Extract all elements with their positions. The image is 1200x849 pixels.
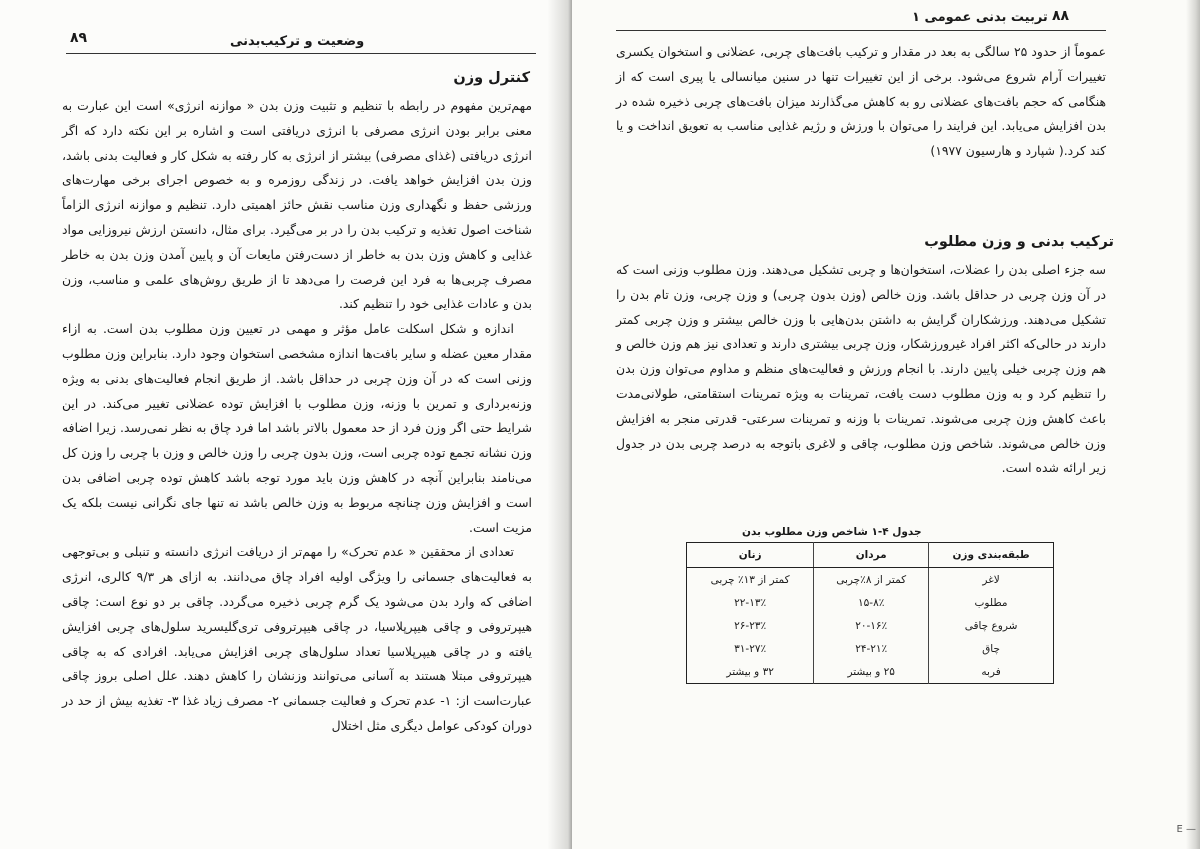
table-row (687, 591, 1054, 614)
table-cell: ۲۵ و بیشتر (814, 660, 929, 684)
table-cell: شروع چاقی (929, 614, 1054, 637)
running-title: تربیت بدنی عمومی ۱ (912, 10, 1048, 25)
table-cell: لاغر (929, 568, 1054, 592)
column-header: زنان (687, 543, 814, 568)
edge-marks: E — (1176, 824, 1196, 835)
column-header: مردان (814, 543, 929, 568)
paragraph: عموماً از حدود ۲۵ سالگی به بعد در مقدار و ترکیب بافت‌های چربی، عضلانی و استخوان یکسری تغییرات آرام شروع می‌شود. برخی از این تغییرات تنها در سنین میانسالی یا پیری است که از هنگامی که حجم بافت‌های عضلانی رو به کاهش می‌گذارند میزان بافت‌های چربی ذخیره شده در بدن افزایش می‌یابد. این فرایند را می‌توان با ورزش و رژیم غذایی مناسب به تعویق انداخت و یا کند کرد.( شپارد و هارسیون ۱۹۷۷) (616, 44, 1106, 159)
section-heading: ترکیب بدنی و وزن مطلوب (924, 234, 1114, 250)
table-cell: ۲۲-۱۳٪ (734, 596, 767, 609)
table-cell: کمتر از ۱۳٪ چربی (710, 573, 790, 586)
column-header: طبقه‌بندی وزن (929, 543, 1054, 568)
paragraph: تعدادی از محققین « عدم تحرک» را مهم‌تر از دریافت انرژی دانسته و تنبلی و بی‌توجهی به فعالیت‌های جسمانی را ویژگی اولیه افراد چاق می‌دانند. به ازای هر ۹/۳ کالری، انرژی اضافی که وارد بدن می‌شود یک گرم چربی ذخیره می‌گردد. چاقی بر دو نوع است: چاقی هیپرتروفی و چاقی هیپرپلاسیا، در چاقی هیپرتروفی تری‌گلیسرید سلول‌های چربی افزایش یافته و در چاقی هیپرپلاسیا تعداد سلول‌های چربی افزایش می‌یابد. افرادی که به چاقی هیپرتروفی مبتلا هستند به آسانی می‌توانند وزنشان را کاهش دهند. علل اصلی بروز چاقی عبارت‌است از: ۱- عدم تحرک و فعالیت جسمانی ۲- مصرف زیاد غذا ۳- تغذیه بیش از حد در دوران کودکی عوامل دیگری مثل اختلال (62, 544, 532, 733)
section-heading: کنترل وزن (453, 70, 530, 86)
table-cell: ۳۲ و بیشتر (726, 665, 774, 678)
table-header-row (687, 543, 1054, 568)
right-intro (616, 40, 1106, 164)
paragraph: اندازه و شکل اسکلت عامل مؤثر و مهمی در تعیین وزن مطلوب بدن است. به ازاء مقدار معین عضله و سایر بافت‌ها اندازه مشخصی استخوان وجود دارد. بنابراین وزن مطلوب وزنی است که در آن وزن چربی در حداقل باشد. از طریق انجام فعالیت‌های بدنی به ویژه وزنه‌برداری و تمرین با وزنه، وزن مطلوب با افزایش توده عضلانی تغییر می‌کند. در این شرایط حتی اگر وزن فرد از حد معمول بالاتر باشد اما فرد چاق به نظر نمی‌رسد. زیرا اضافه وزن نشانه تجمع توده چربی است، وزن بدون چربی را وزن خالص و وزن با چربی را وزن کل می‌نامند بنابراین آنچه در کاهش وزن باید مورد توجه باشد کاهش توده چربی اضافی بدن است و افزایش وزن چنانچه مربوط به وزن خالص باشد نه تنها جای نگرانی نیست بلکه یک مزیت است. (62, 321, 532, 535)
table-row (687, 660, 1054, 684)
table-cell: ۲۴-۲۱٪ (814, 637, 929, 660)
table-row (687, 637, 1054, 660)
table-row (687, 568, 1054, 592)
table-cell: چاق (929, 637, 1054, 660)
table-row (687, 614, 1054, 637)
page-edge-shadow (1186, 0, 1200, 849)
page-number: ۸۹ (70, 30, 88, 46)
header-rule (616, 30, 1106, 31)
paragraph: مهم‌ترین مفهوم در رابطه با تنظیم و تثبیت وزن بدن « موازنه انرژی» است این عبارت به معنی برابر بودن انرژی مصرفی با انرژی دریافتی است و اشاره بر این نکته دارد که اگر انرژی دریافتی (غذای مصرفی) بیشتر از انرژی به کار رفته به شکل کار و فعالیت بدنی باشد، وزن بدن افزایش خواهد یافت. در زندگی روزمره و به خصوص اجرای برخی مهارت‌های ورزشی حفظ و نگهداری وزن مناسب نقش حائز اهمیتی دارد. تنظیم و موازنه انرژی الزاماً شناخت اصول تغذیه و ترکیب بدن را در بر می‌گیرد. برای مثال، دانستن ارزش نیروزایی مواد غذایی و کاهش وزن بدن به خاطر از دست‌رفتن مایعات آن و پایین آمدن وزن بدن به خاطر مصرف چربی‌ها به فرد این فرصت را می‌دهد تا از طریق روش‌های علمی و مناسب، وزن بدن و عادات غذایی خود را تنظیم کند. (62, 98, 532, 312)
table-cell: مطلوب (929, 591, 1054, 614)
weight-index-table (686, 542, 1054, 684)
left-page (0, 0, 572, 849)
header-rule (66, 53, 536, 54)
table-cell: ۳۱-۲۷٪ (734, 642, 767, 655)
table-cell: ۲۶-۲۳٪ (734, 619, 767, 632)
table-cell: ۲۰-۱۶٪ (814, 614, 929, 637)
table-caption: جدول ۴-۱ شاخص وزن مطلوب بدن (742, 526, 922, 538)
running-title: وضعیت و ترکیب‌بدنی (230, 34, 365, 49)
right-page (572, 0, 1200, 849)
table-cell: ۱۵-۸٪ (814, 591, 929, 614)
right-body (616, 258, 1106, 481)
page-number: ۸۸ (1052, 8, 1070, 24)
paragraph: سه جزء اصلی بدن را عضلات، استخوان‌ها و چربی تشکیل می‌دهند. وزن مطلوب وزنی است که در آن وزن چربی در حداقل باشد. وزن خالص (وزن بدون چربی) و وزن چربی، وزن تام بدن را تشکیل می‌دهند. ورزشکاران گرایش به داشتن بدن‌هایی با وزن خالص بیشتر و وزن چربی کمتر دارند در حالی‌که اکثر افراد غیرورزشکار، وزن چربی بیشتری دارند و تعدادی نیز هم وزن خالص و هم وزن چربی خیلی پایین دارند. با انجام ورزش و فعالیت‌های منظم و مداوم می‌توان وزن بدن را تنظیم کرد و به وزن مطلوب دست یافت، تمرینات به ویژه تمرینات استقامتی، طولانی‌مدت باعث کاهش وزن چربی می‌شوند. تمرینات با وزنه و تمرینات سرعتی- قدرتی منجر به افزایش وزن خالص می‌شوند. شاخص وزن مطلوب، چاقی و لاغری باتوجه به درصد چربی بدن در جدول زیر ارائه شده است. (616, 262, 1106, 476)
table-cell: فربه (929, 660, 1054, 684)
left-body (62, 94, 532, 739)
table-cell: کمتر از ۸٪چربی (814, 568, 929, 592)
